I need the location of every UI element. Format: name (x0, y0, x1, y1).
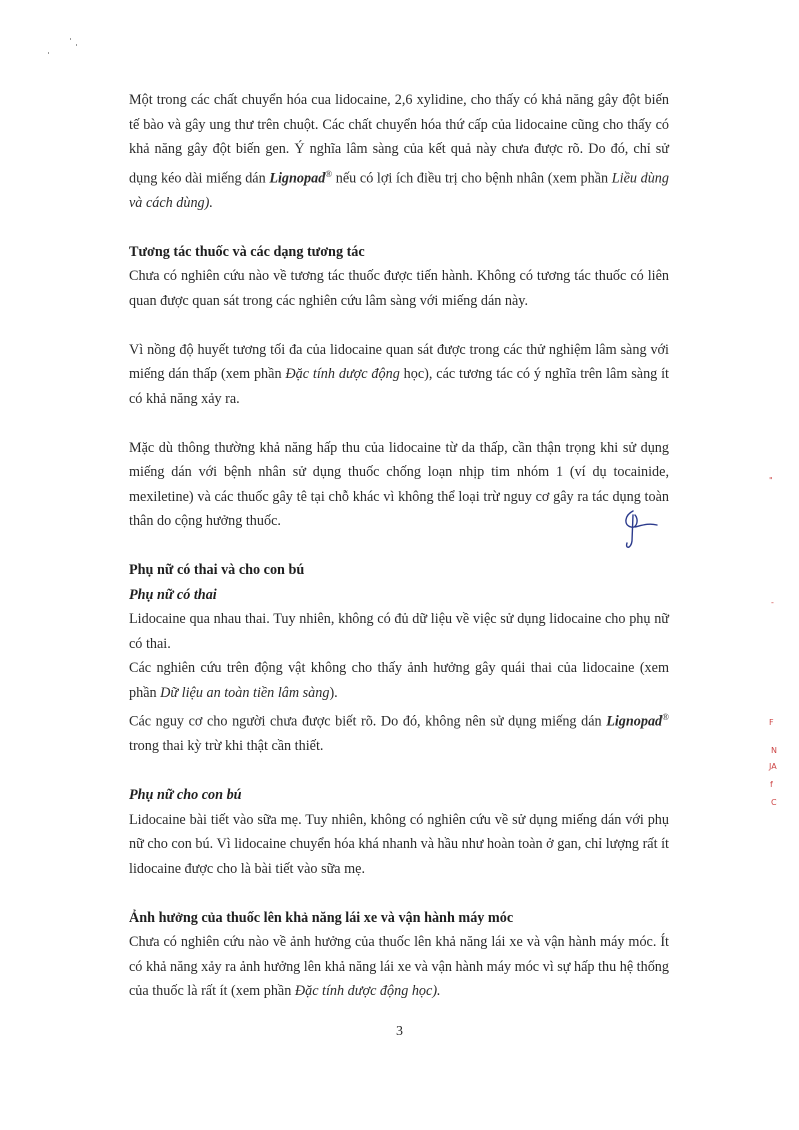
paragraph-metabolites: Một trong các chất chuyển hóa cua lidocaine, 2,6 xylidine, cho thấy có khả năng gây đột biến tế bào và gây ung thư trên chuột. Các chất chuyển hóa thứ cấp của lidocaine cũng cho thấy có khả năng gây đột biến gen. Ý nghĩa lâm sàng của kết quả này chưa được rõ. Do đó, chỉ sử dụng kéo dài miếng dán Lignopad® nếu có lợi ích điều trị cho bệnh nhân (xem phần Liều dùng và cách dùng). (129, 92, 669, 211)
paragraph-driving: Chưa có nghiên cứu nào về ảnh hưởng của thuốc lên khả năng lái xe và vận hành máy móc. Ít có khả năng xảy ra ảnh hưởng lên khả năng lái xe và vận hành máy móc vì sự hấp thu hệ thống của thuốc là rất ít (xem phần Đặc tính dược động học). (129, 934, 669, 1000)
paragraph-pregnancy-2: Các nghiên cứu trên động vật không cho thấy ảnh hưởng gây quái thai của lidocaine (xem phần Dữ liệu an toàn tiền lâm sàng). (129, 660, 669, 701)
margin-mark: N (771, 746, 777, 755)
subheading-breastfeeding: Phụ nữ cho con bú (129, 787, 242, 804)
margin-mark: f (770, 780, 773, 789)
margin-mark: C (771, 798, 777, 807)
margin-mark: - (771, 598, 774, 607)
margin-mark: " (769, 476, 773, 485)
subheading-pregnant: Phụ nữ có thai (129, 586, 217, 603)
page-number: 3 (396, 1024, 403, 1039)
paragraph-pregnancy-1: Lidocaine qua nhau thai. Tuy nhiên, không có đủ dữ liệu về việc sử dụng lidocaine cho phụ nữ có thai. (129, 611, 669, 652)
margin-mark: JA (769, 762, 777, 771)
paragraph-interactions-2: Vì nồng độ huyết tương tối đa của lidocaine quan sát được trong các thử nghiệm lâm sàng với miếng dán thấp (xem phần Đặc tính dược động học), các tương tác có ý nghĩa trên lâm sàng ít có khả năng xảy ra. (129, 341, 669, 407)
margin-mark: F (769, 718, 774, 727)
handwritten-signature (615, 505, 675, 555)
section-heading-interactions: Tương tác thuốc và các dạng tương tác (129, 243, 365, 260)
paragraph-interactions-3: Mặc dù thông thường khả năng hấp thu của lidocaine từ da thấp, cần thận trọng khi sử dụng miếng dán với bệnh nhân sử dụng thuốc chống loạn nhịp tim nhóm 1 (ví dụ tocainide, mexiletine) và các thuốc gây tê tại chỗ khác vì không thể loại trừ nguy cơ gây ra tác dụng toàn thân do cộng hưởng thuốc. (129, 439, 669, 530)
paragraph-interactions-1: Chưa có nghiên cứu nào về tương tác thuốc được tiến hành. Không có tương tác thuốc có liên quan được quan sát trong các nghiên cứu lâm sàng với miếng dán này. (129, 268, 669, 309)
section-heading-driving: Ảnh hưởng của thuốc lên khả năng lái xe và vận hành máy móc (129, 909, 514, 926)
paragraph-breastfeeding: Lidocaine bài tiết vào sữa mẹ. Tuy nhiên, không có nghiên cứu về sử dụng miếng dán với phụ nữ cho con bú. Vì lidocaine chuyển hóa khá nhanh và hầu như hoàn toàn ở gan, chỉ lượng rất ít lidocaine được cho là bài tiết vào sữa mẹ. (129, 811, 669, 877)
paragraph-pregnancy-3: Các nguy cơ cho người chưa được biết rõ. Do đó, không nên sử dụng miếng dán Lignopad® trong thai kỳ trừ khi thật cần thiết. (129, 712, 669, 755)
section-heading-pregnancy: Phụ nữ có thai và cho con bú (129, 562, 305, 579)
margin-stamp-marks (755, 470, 795, 850)
page-content (129, 88, 669, 1004)
